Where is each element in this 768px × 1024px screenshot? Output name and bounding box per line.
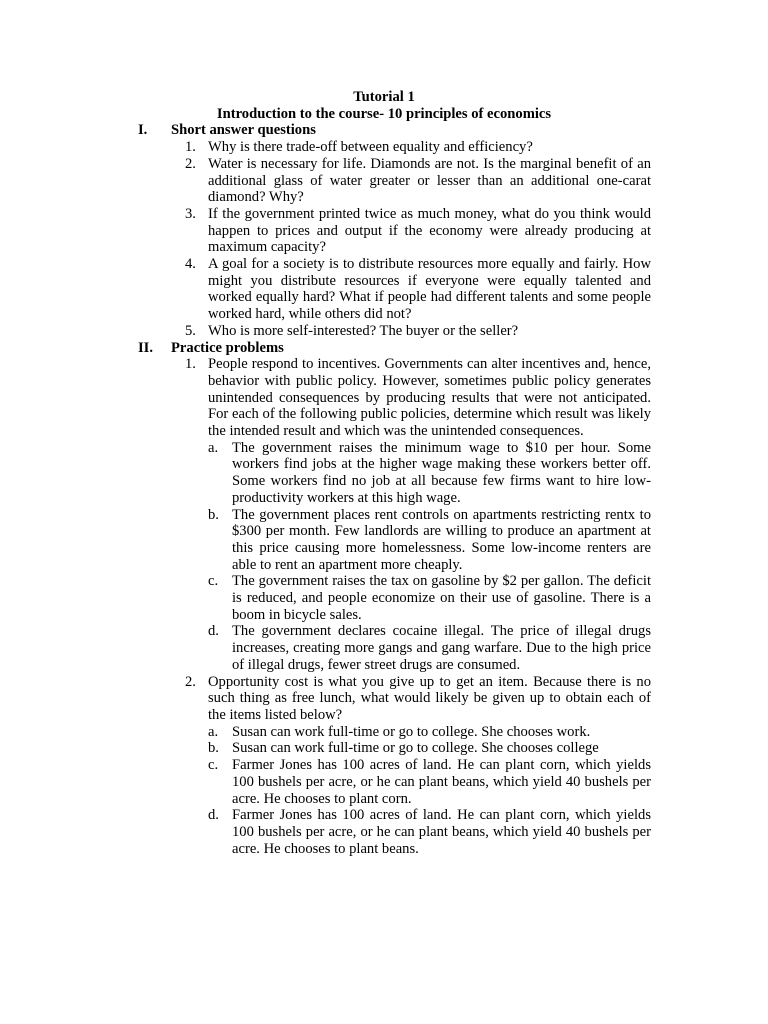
section-heading-1 [0, 122, 768, 139]
sub-question-text: Susan can work full-time or go to college. She chooses work. [232, 723, 591, 740]
section-number: I. [138, 122, 148, 139]
document-title: Tutorial 1 [353, 89, 415, 105]
sub-question-item [0, 757, 768, 807]
sub-question-text: The government raises the minimum wage to $10 per hour. Some workers find jobs at the higher wage making these workers better off. Some workers find no job at all because few firms want to hire low- productivity workers at this high wage. [232, 439, 651, 506]
question-item [0, 206, 768, 256]
sub-question-text: The government places rent controls on apartments restricting rentx to $300 per month. Few landlords are willing to produce an apartment at this price causing more homelessness. Some low-income renters are able to rent an apartment more cheaply. [232, 506, 651, 573]
sub-question-item [0, 623, 768, 673]
sub-question-letter: b. [208, 506, 219, 523]
sub-question-letter: c. [208, 573, 219, 590]
question-text: Who is more self-interested? The buyer or the seller? [208, 322, 519, 339]
question-number: 5. [185, 322, 196, 339]
section-title: Short answer questions [171, 122, 316, 139]
question-item [0, 156, 768, 206]
question-text: People respond to incentives. Governments can alter incentives and, hence, behavior with public policy. However, sometimes public policy generates unintended consequences by producing results that were not anticipated. For each of the following public policies, determine which result was likely the intended result and which was the unintended consequences. [208, 356, 651, 440]
question-text: Opportunity cost is what you give up to get an item. Because there is no such thing as free lunch, what would likely be given up to obtain each of the items listed below? [208, 673, 651, 723]
sub-question-text: Farmer Jones has 100 acres of land. He can plant corn, which yields 100 bushels per acre, or he can plant beans, which yield 40 bushels per acre. He chooses to plant corn. [232, 757, 651, 807]
question-text: Water is necessary for life. Diamonds are not. Is the marginal benefit of an additional glass of water greater or lesser than an additional one-carat diamond? Why? [208, 155, 651, 206]
question-number: 1. [185, 356, 196, 373]
section-number: II. [138, 339, 154, 356]
sub-question-item [0, 807, 768, 857]
question-number: 3. [185, 205, 196, 222]
sub-question-letter: c. [208, 757, 219, 774]
sub-question-item [0, 573, 768, 623]
question-number: 4. [185, 256, 196, 273]
question-item [0, 139, 768, 156]
sub-question-letter: a. [208, 439, 219, 456]
question-item [0, 323, 768, 340]
document-subtitle: Introduction to the course- 10 principles of economics [216, 105, 552, 122]
section-title: Practice problems [171, 339, 284, 356]
sub-question-letter: d. [208, 623, 219, 640]
question-text: Why is there trade-off between equality and efficiency? [208, 139, 533, 156]
question-number: 2. [185, 155, 196, 172]
question-item [0, 674, 768, 724]
sub-question-letter: b. [208, 740, 219, 757]
sub-question-item [0, 724, 768, 741]
question-text: A goal for a society is to distribute resources more equally and fairly. How might you distribute resources if everyone were equally talented and worked equally hard? What if people had different talents and some people worked hard, while others did not? [208, 256, 651, 323]
question-number: 2. [185, 673, 196, 690]
question-item [0, 356, 768, 440]
question-item [0, 256, 768, 323]
question-number: 1. [185, 139, 196, 156]
sub-question-text: Farmer Jones has 100 acres of land. He can plant corn, which yields 100 bushels per acre, or he can plant beans, which yield 40 bushels per acre. He chooses to plant beans. [232, 807, 651, 857]
sub-question-item [0, 507, 768, 574]
question-text: If the government printed twice as much money, what do you think would happen to prices and output if the economy were already producing at maximum capacity? [208, 205, 651, 256]
sub-question-text: The government declares cocaine illegal. The price of illegal drugs increases, creating more gangs and gang warfare. Due to the high price of illegal drugs, fewer street drugs are consumed. [232, 623, 651, 673]
sub-question-letter: a. [208, 723, 219, 740]
sub-question-item [0, 440, 768, 507]
sub-question-text: Susan can work full-time or go to college. She chooses college [232, 740, 599, 757]
sub-question-letter: d. [208, 807, 219, 824]
sub-question-text: The government raises the tax on gasoline by $2 per gallon. The deficit is reduced, and people economize on their use of gasoline. There is a boom in bicycle sales. [232, 573, 651, 623]
sub-question-item [0, 740, 768, 757]
document-page [0, 89, 768, 857]
section-heading-2 [0, 340, 768, 357]
